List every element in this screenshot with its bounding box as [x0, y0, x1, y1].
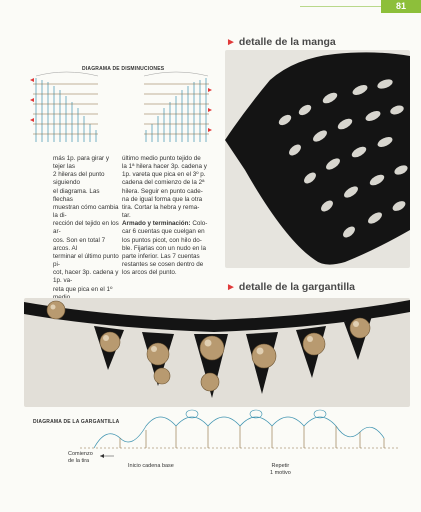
- text-line: cot, hacer 3p. cadena y 1p. va-: [53, 269, 119, 285]
- text-line: hilera. Seguir en punto cade-: [122, 187, 203, 195]
- text-line: muestran cómo cambia la di-: [53, 203, 119, 220]
- text-line: cos. Son en total 7 arcos. Al: [53, 236, 106, 252]
- repeat-label: [270, 463, 291, 476]
- decrease-diagram: [28, 70, 214, 144]
- text-line: reta que pica en el 1º: [53, 285, 113, 293]
- text-line: la 1ª hilera hacer 3p. cadena y: [122, 163, 207, 171]
- necklace-diagram-label: DIAGRAMA DE LA GARGANTILLA: [33, 419, 120, 425]
- necklace-title: detalle de la gargantilla: [238, 281, 356, 293]
- text-line: los arcos del punto.: [122, 269, 177, 277]
- base-chain-label: Inicio cadena base: [128, 463, 174, 469]
- header-rule: [300, 6, 381, 7]
- text-line: más 1p. para girar y tejer las: [53, 155, 109, 171]
- repeat-label-line2: 1 motivo: [270, 469, 291, 476]
- text-line: rección del tejido en los ar-: [53, 220, 119, 236]
- decrease-diagram-label: DIAGRAMA DE DISMINUCIONES: [82, 66, 165, 72]
- text-line: cadena del comienzo de la 2ª: [122, 179, 205, 187]
- text-line: el diagrama. Las flechas: [53, 187, 100, 203]
- text-line: car 6 cuentas que cuelgan en: [122, 228, 205, 236]
- start-label-line1: Comienzo: [68, 451, 93, 457]
- text-line: ble. Fijarlas con un nudo en la: [122, 244, 207, 252]
- repeat-label-line1: Repetir: [271, 463, 290, 469]
- text-line: na de igual forma que la otra: [122, 195, 203, 203]
- text-line: los puntos picot, con hilo do-: [122, 236, 202, 244]
- text-line: terminar el último punto pi-: [53, 252, 119, 269]
- text-line: tira. Cortar la hebra y rema-: [122, 203, 200, 211]
- necklace-diagram: [80, 408, 416, 468]
- start-label: [68, 451, 93, 464]
- text-column-2: [122, 155, 212, 277]
- sleeve-section-title: [226, 36, 336, 48]
- text-line: tar.: [122, 212, 131, 220]
- sleeve-title: detalle de la manga: [238, 36, 336, 48]
- sleeve-photo: [225, 50, 410, 268]
- necklace-section-title: [226, 281, 355, 293]
- necklace-crochet-image: [24, 298, 410, 407]
- text-line: restantes se cosen dentro de: [122, 261, 204, 269]
- arrow-icon: ►: [226, 37, 236, 48]
- text-line: último medio punto tejido de: [122, 155, 201, 162]
- page-number: 81: [381, 0, 421, 13]
- text-line: 1p. vareta que pica en el 3º p.: [122, 171, 206, 179]
- arrow-icon: ►: [226, 282, 236, 293]
- necklace-photo: [24, 298, 410, 407]
- assembly-first-line: [122, 220, 212, 228]
- sleeve-crochet-image: [225, 50, 410, 268]
- text-line: parte inferior. Las 7 cuentas: [122, 252, 200, 260]
- text-line: 2 hileras del punto siguiendo: [53, 171, 105, 187]
- assembly-heading: Armado y terminación:: [122, 220, 191, 228]
- text-line: Colo-: [190, 220, 208, 228]
- start-label-line2: de la tira: [68, 457, 90, 464]
